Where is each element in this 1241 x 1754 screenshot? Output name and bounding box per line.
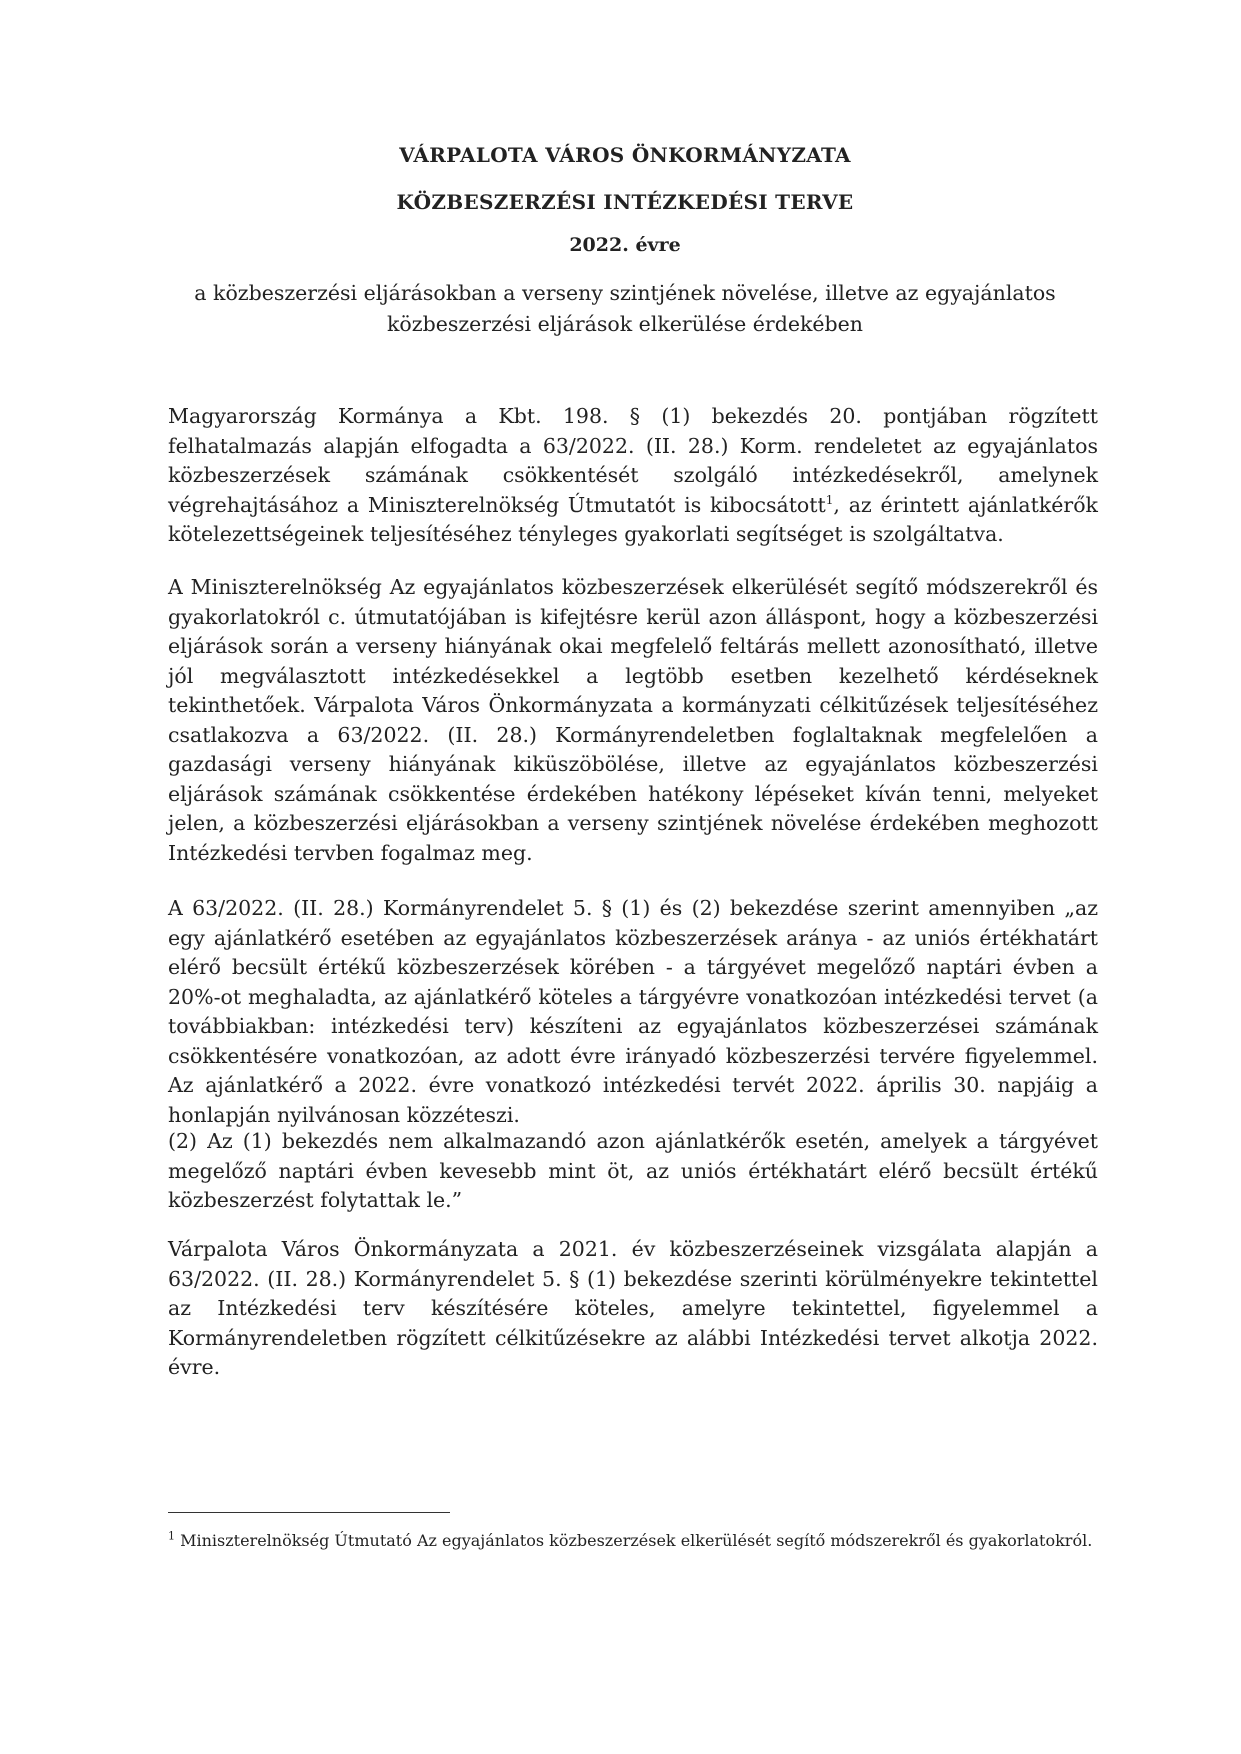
paragraph-5 [168, 1235, 1098, 1383]
subtitle-line-1: a közbeszerzési eljárásokban a verseny szintjének növelése, illetve az egyajánlatos [194, 281, 1056, 305]
subtitle-line-2: közbeszerzési eljárások elkerülése érdekében [387, 312, 863, 336]
paragraph-2 [168, 573, 1098, 868]
document-title-municipality: VÁRPALOTA VÁROS ÖNKORMÁNYZATA [399, 143, 851, 167]
paragraph-4-text: (2) Az (1) bekezdés nem alkalmazandó azon ajánlatkérők esetén, amelyek a tárgyévet megelőző naptári évben kevesebb mint öt, az uniós értékhatárt elérő becsült értékű közbeszerzést folytattak le.” [168, 1129, 1098, 1212]
footnote-marker: 1 [168, 1529, 175, 1543]
document-year: 2022. évre [569, 234, 681, 256]
footnote [168, 1531, 1098, 1551]
paragraph-3 [168, 894, 1098, 1130]
document-subtitle [160, 278, 1090, 340]
paragraph-4 [168, 1127, 1098, 1216]
footnote-divider [168, 1512, 450, 1513]
paragraph-1 [168, 402, 1098, 550]
paragraph-2-text: A Miniszterelnökség Az egyajánlatos közbeszerzések elkerülését segítő módszerekről és gyakorlatokról c. útmutatójában is kifejtésre kerül azon álláspont, hogy a közbeszerzési eljárások során a verseny hiányának okai megfelelő feltárás mellett azonosítható, illetve jól megválasztott intézkedésekkel a legtöbb esetben kezelhető kérdéseknek tekinthetőek. Várpalota Város Önkormányzata a kormányzati célkitűzések teljesítéséhez csatlakozva a 63/2022. (II. 28.) Kormányrendeletben foglaltaknak megfelelően a gazdasági verseny hiányának kiküszöbölése, illetve az egyajánlatos közbeszerzési eljárások számának csökkentése érdekében hatékony lépéseket kíván tenni, melyeket jelen, a közbeszerzési eljárásokban a verseny szintjének növelése érdekében meghozott Intézkedési tervben fogalmaz meg. [168, 575, 1098, 865]
paragraph-5-text: Várpalota Város Önkormányzata a 2021. év közbeszerzéseinek vizsgálata alapján a 63/2022. (II. 28.) Kormányrendelet 5. § (1) bekezdése szerinti körülményekre tekintettel az Intézkedési terv készítésére köteles, amelyre tekintettel, figyelemmel a Kormányrendeletben rögzített célkitűzésekre az alábbi Intézkedési tervet alkotja 2022. évre. [168, 1237, 1098, 1379]
paragraph-1-text-b: , az érintett ajánlatkérők kötelezettségeinek teljesítéséhez tényleges gyakorlati segítséget is szolgáltatva. [168, 492, 1098, 546]
footnote-reference: 1 [825, 492, 834, 507]
paragraph-3-text: A 63/2022. (II. 28.) Kormányrendelet 5. § (1) és (2) bekezdése szerint amennyiben „az egy ajánlatkérő esetében az egyajánlatos közbeszerzések aránya - az uniós értékhatárt elérő becsült értékű közbeszerzések körében - a tárgyévet megelőző naptári évben a 20%-ot meghaladta, az ajánlatkérő köteles a tárgyévre vonatkozóan intézkedési tervet (a továbbiakban: intézkedési terv) készíteni az egyajánlatos közbeszerzései számának csökkentésére vonatkozóan, az adott évre irányadó közbeszerzési tervére figyelemmel. Az ajánlatkérő a 2022. évre vonatkozó intézkedési tervét 2022. április 30. napjáig a honlapján nyilvánosan közzéteszi. [168, 896, 1098, 1127]
paragraph-1-text-a: Magyarország Kormánya a Kbt. 198. § (1) bekezdés 20. pontjában rögzített felhatalmazás alapján elfogadta a 63/2022. (II. 28.) Korm. rendeletet az egyajánlatos közbeszerzések számának csökkentését szolgáló intézkedésekről, amelynek végrehajtásához a Miniszterelnökség Útmutatót is kibocsátott [168, 404, 1098, 517]
footnote-text: Miniszterelnökség Útmutató Az egyajánlatos közbeszerzések elkerülését segítő módszerekről és gyakorlatokról. [180, 1531, 1093, 1550]
document-title-plan: KÖZBESZERZÉSI INTÉZKEDÉSI TERVE [396, 190, 854, 214]
